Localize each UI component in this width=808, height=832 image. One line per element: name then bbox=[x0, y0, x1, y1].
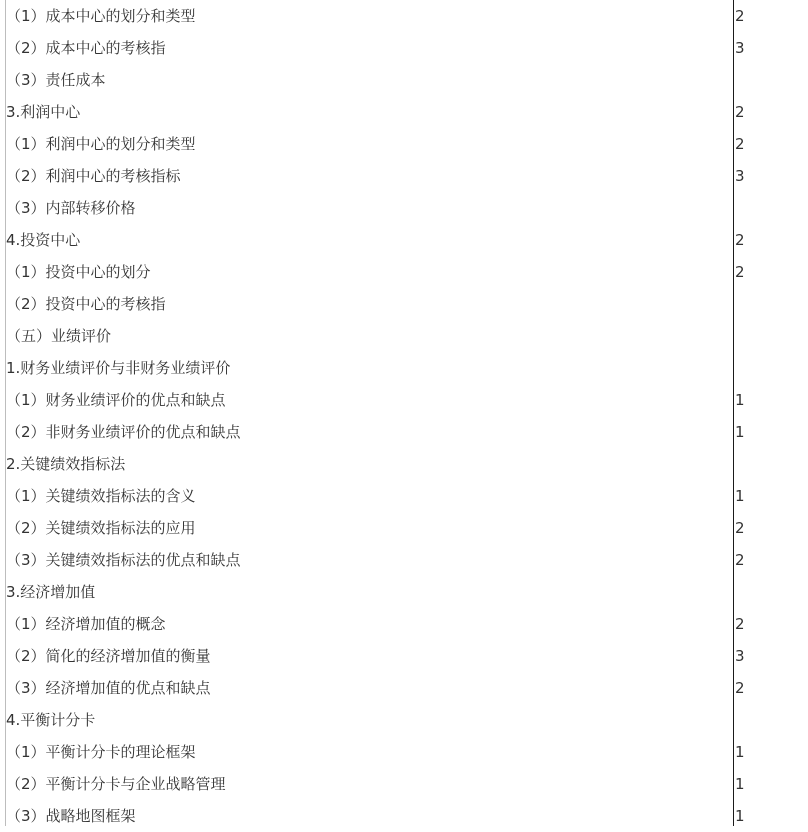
level-cell: 1 bbox=[735, 423, 745, 441]
topic-cell: （1）经济增加值的概念 bbox=[6, 615, 166, 633]
level-cell: 2 bbox=[735, 103, 745, 121]
topic-cell: （2）成本中心的考核指 bbox=[6, 39, 166, 57]
level-cell: 2 bbox=[735, 551, 745, 569]
table-row bbox=[0, 288, 808, 320]
level-cell: 2 bbox=[735, 679, 745, 697]
topic-cell: （3）关键绩效指标法的优点和缺点 bbox=[6, 551, 241, 569]
topic-cell: （1）成本中心的划分和类型 bbox=[6, 7, 196, 25]
table-row bbox=[0, 128, 808, 160]
level-cell bbox=[733, 320, 808, 352]
table-row bbox=[0, 352, 808, 384]
topic-cell: （2）投资中心的考核指 bbox=[6, 295, 166, 313]
level-cell: 2 bbox=[735, 519, 745, 537]
table-row bbox=[0, 416, 808, 448]
table-row bbox=[0, 480, 808, 512]
table-row bbox=[0, 0, 808, 32]
table-row bbox=[0, 544, 808, 576]
topic-cell: 3.利润中心 bbox=[6, 103, 81, 121]
topic-cell: （3）责任成本 bbox=[6, 71, 106, 89]
level-cell bbox=[733, 64, 808, 96]
topic-cell: 1.财务业绩评价与非财务业绩评价 bbox=[6, 359, 231, 377]
level-cell bbox=[733, 448, 808, 480]
table-row bbox=[0, 576, 808, 608]
table-row bbox=[0, 448, 808, 480]
topic-cell: （2）平衡计分卡与企业战略管理 bbox=[6, 775, 226, 793]
table-row bbox=[0, 320, 808, 352]
level-cell bbox=[733, 704, 808, 736]
topic-cell: （3）内部转移价格 bbox=[6, 199, 136, 217]
topic-cell: 4.投资中心 bbox=[6, 231, 81, 249]
topic-cell: （2）利润中心的考核指标 bbox=[6, 167, 181, 185]
table-row bbox=[0, 704, 808, 736]
level-cell: 1 bbox=[735, 775, 745, 793]
level-cell bbox=[733, 576, 808, 608]
table-row bbox=[0, 768, 808, 800]
table-row bbox=[0, 32, 808, 64]
level-cell: 3 bbox=[735, 167, 745, 185]
table-row bbox=[0, 256, 808, 288]
level-cell bbox=[733, 352, 808, 384]
level-cell: 1 bbox=[735, 487, 745, 505]
table-row bbox=[0, 736, 808, 768]
topic-cell: 2.关键绩效指标法 bbox=[6, 455, 126, 473]
table-row bbox=[0, 640, 808, 672]
level-cell: 3 bbox=[735, 39, 745, 57]
topic-cell: （2）关键绩效指标法的应用 bbox=[6, 519, 196, 537]
level-cell: 2 bbox=[735, 7, 745, 25]
table-row bbox=[0, 64, 808, 96]
level-cell: 3 bbox=[735, 647, 745, 665]
level-cell: 2 bbox=[735, 615, 745, 633]
topic-cell: （1）利润中心的划分和类型 bbox=[6, 135, 196, 153]
table-row bbox=[0, 800, 808, 832]
topic-cell: 4.平衡计分卡 bbox=[6, 711, 96, 729]
topic-cell: （2）非财务业绩评价的优点和缺点 bbox=[6, 423, 241, 441]
topic-cell: （2）简化的经济增加值的衡量 bbox=[6, 647, 211, 665]
level-cell: 1 bbox=[735, 391, 745, 409]
topic-cell: （3）战略地图框架 bbox=[6, 807, 136, 825]
level-cell: 1 bbox=[735, 807, 745, 825]
topic-cell: （1）投资中心的划分 bbox=[6, 263, 151, 281]
level-cell bbox=[733, 192, 808, 224]
level-cell: 2 bbox=[735, 263, 745, 281]
topic-cell: （1）财务业绩评价的优点和缺点 bbox=[6, 391, 226, 409]
topic-cell: （3）经济增加值的优点和缺点 bbox=[6, 679, 211, 697]
table-row bbox=[0, 192, 808, 224]
topic-cell: （五）业绩评价 bbox=[6, 327, 112, 345]
topic-cell: （1）关键绩效指标法的含义 bbox=[6, 487, 196, 505]
table-row bbox=[0, 160, 808, 192]
level-cell: 2 bbox=[735, 135, 745, 153]
level-cell bbox=[733, 288, 808, 320]
table-row bbox=[0, 224, 808, 256]
table-row bbox=[0, 608, 808, 640]
table-row bbox=[0, 96, 808, 128]
table-row bbox=[0, 672, 808, 704]
topic-cell: （1）平衡计分卡的理论框架 bbox=[6, 743, 196, 761]
level-cell: 2 bbox=[735, 231, 745, 249]
topic-cell: 3.经济增加值 bbox=[6, 583, 96, 601]
table-row bbox=[0, 512, 808, 544]
level-cell: 1 bbox=[735, 743, 745, 761]
table-row bbox=[0, 384, 808, 416]
